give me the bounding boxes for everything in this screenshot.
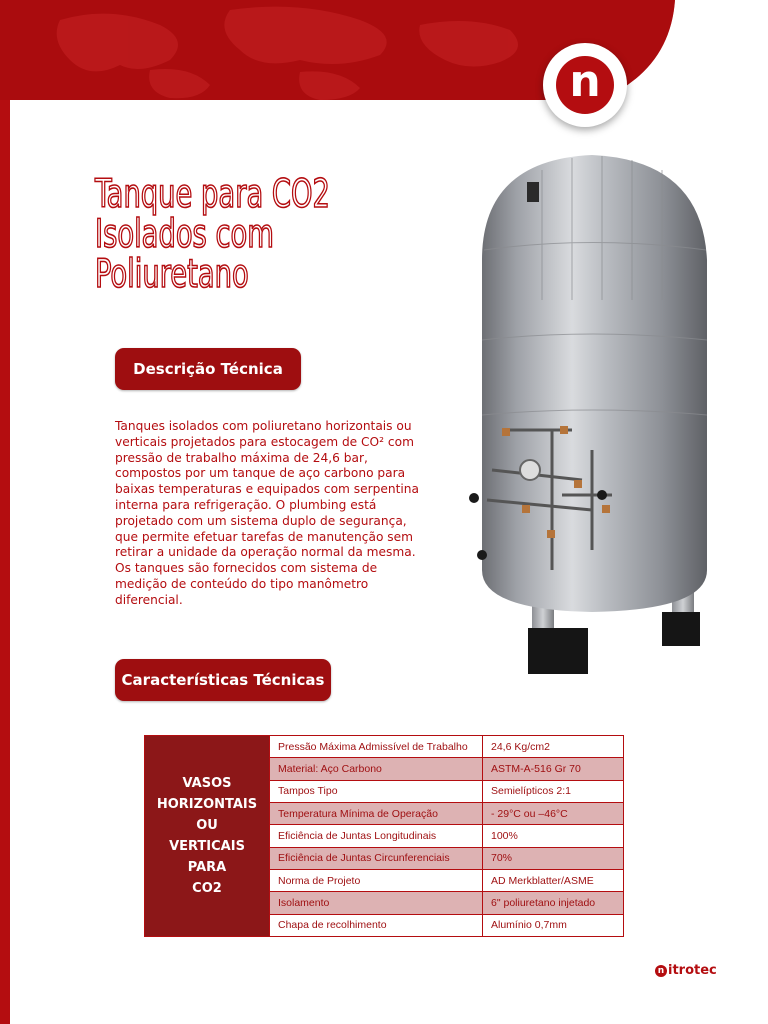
description-section-label: Descrição Técnica [115, 348, 301, 390]
spec-parameter: Eficiência de Juntas Longitudinais [270, 825, 483, 847]
page-title: Tanque para CO2 Isolados com Poliuretano [95, 172, 330, 297]
spec-value: 70% [483, 847, 624, 869]
description-text: Tanques isolados com poliuretano horizontais ou verticais projetados para estocagem de CO² com pressão de trabalho máxima de 24,6 bar, compostos por um tanque de aço carbono para baixas temperaturas e equipados com serpentina interna para refrigeração. O plumbing está projetado com um sistema duplo de segurança, que permite efetuar tarefas de manutenção sem retirar a unidade da operação normal da mesma. Os tanques são fornecidos com sistema de medição de conteúdo do tipo manômetro diferencial. [115, 419, 419, 607]
spec-parameter: Material: Aço Carbono [270, 758, 483, 780]
spec-value: - 29°C ou –46°C [483, 802, 624, 824]
spec-value: ASTM-A-516 Gr 70 [483, 758, 624, 780]
spec-value: 6" poliuretano injetado [483, 892, 624, 914]
spec-parameter: Norma de Projeto [270, 869, 483, 891]
brand-mark: n [655, 965, 667, 977]
spec-value: 24,6 Kg/cm2 [483, 736, 624, 758]
left-accent-strip [0, 100, 10, 1024]
spec-value: Semielípticos 2:1 [483, 780, 624, 802]
spec-parameter: Chapa de recolhimento [270, 914, 483, 936]
logo-badge [543, 43, 627, 127]
characteristics-section-label: Características Técnicas [115, 659, 331, 701]
table-row [145, 736, 624, 758]
spec-value: AD Merkblatter/ASME [483, 869, 624, 891]
logo-letter: n [556, 56, 614, 114]
spec-value: 100% [483, 825, 624, 847]
spec-parameter: Temperatura Mínima de Operação [270, 802, 483, 824]
spec-value: Alumínio 0,7mm [483, 914, 624, 936]
spec-parameter: Tampos Tipo [270, 780, 483, 802]
header-band [0, 0, 768, 104]
table-side-label: VASOS HORIZONTAIS OU VERTICAIS PARA CO2 [145, 736, 270, 937]
spec-parameter: Pressão Máxima Admissível de Trabalho [270, 736, 483, 758]
brand-logo [655, 963, 717, 978]
tank-image [462, 150, 722, 680]
brand-name: itrotec [668, 963, 717, 978]
spec-parameter: Isolamento [270, 892, 483, 914]
spec-table [144, 735, 624, 937]
spec-parameter: Eficiência de Juntas Circunferenciais [270, 847, 483, 869]
